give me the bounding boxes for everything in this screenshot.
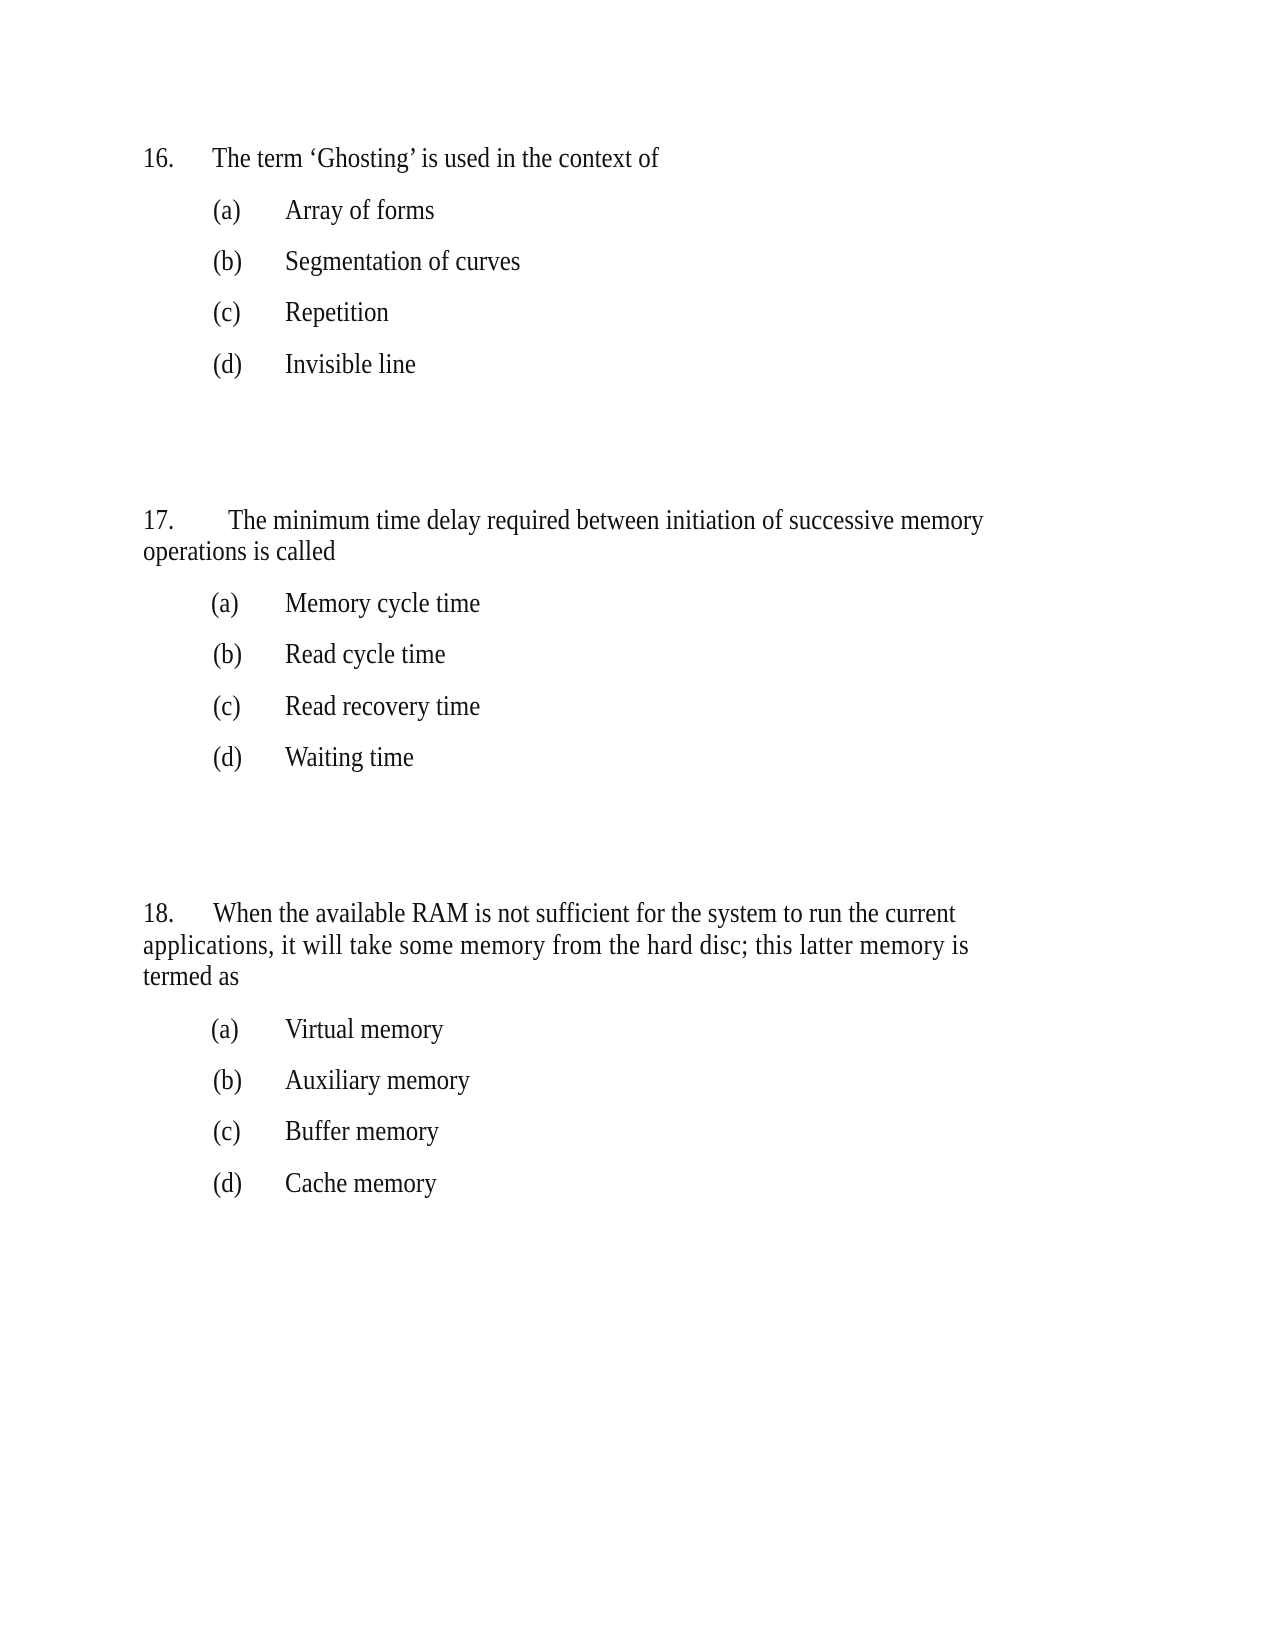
option-text: Cache memory — [285, 1167, 437, 1199]
question-text: The term ‘Ghosting’ is used in the context of — [212, 142, 659, 174]
question-text-line2: applications, it will take some memory from the hard disc; this latter memory is — [143, 929, 970, 961]
question-text-line1: When the available RAM is not sufficient for the system to run the current — [213, 897, 956, 929]
question-text-line1: The minimum time delay required between initiation of successive memory — [228, 504, 984, 536]
question-number: 16. — [143, 142, 175, 174]
option-label: (a) — [211, 1013, 239, 1045]
option-label: (d) — [213, 741, 243, 773]
option-label: (c) — [213, 296, 241, 328]
option-text: Virtual memory — [285, 1013, 444, 1045]
question-text-line2: operations is called — [143, 535, 336, 567]
option-label: (c) — [213, 690, 241, 722]
option-text: Segmentation of curves — [285, 245, 521, 277]
option-text: Waiting time — [285, 741, 414, 773]
option-label: (a) — [213, 194, 241, 226]
option-label: (b) — [213, 1064, 243, 1096]
option-text: Read cycle time — [285, 638, 446, 670]
option-text: Memory cycle time — [285, 587, 481, 619]
option-label: (b) — [213, 638, 243, 670]
option-label: (b) — [213, 245, 243, 277]
option-text: Buffer memory — [285, 1115, 439, 1147]
option-text: Invisible line — [285, 348, 416, 380]
option-label: (a) — [211, 587, 239, 619]
option-text: Repetition — [285, 296, 389, 328]
question-number: 18. — [143, 897, 175, 929]
option-text: Array of forms — [285, 194, 435, 226]
option-text: Auxiliary memory — [285, 1064, 470, 1096]
question-number: 17. — [143, 504, 175, 536]
option-text: Read recovery time — [285, 690, 481, 722]
option-label: (c) — [213, 1115, 241, 1147]
question-text-line3: termed as — [143, 960, 240, 992]
option-label: (d) — [213, 348, 243, 380]
option-label: (d) — [213, 1167, 243, 1199]
